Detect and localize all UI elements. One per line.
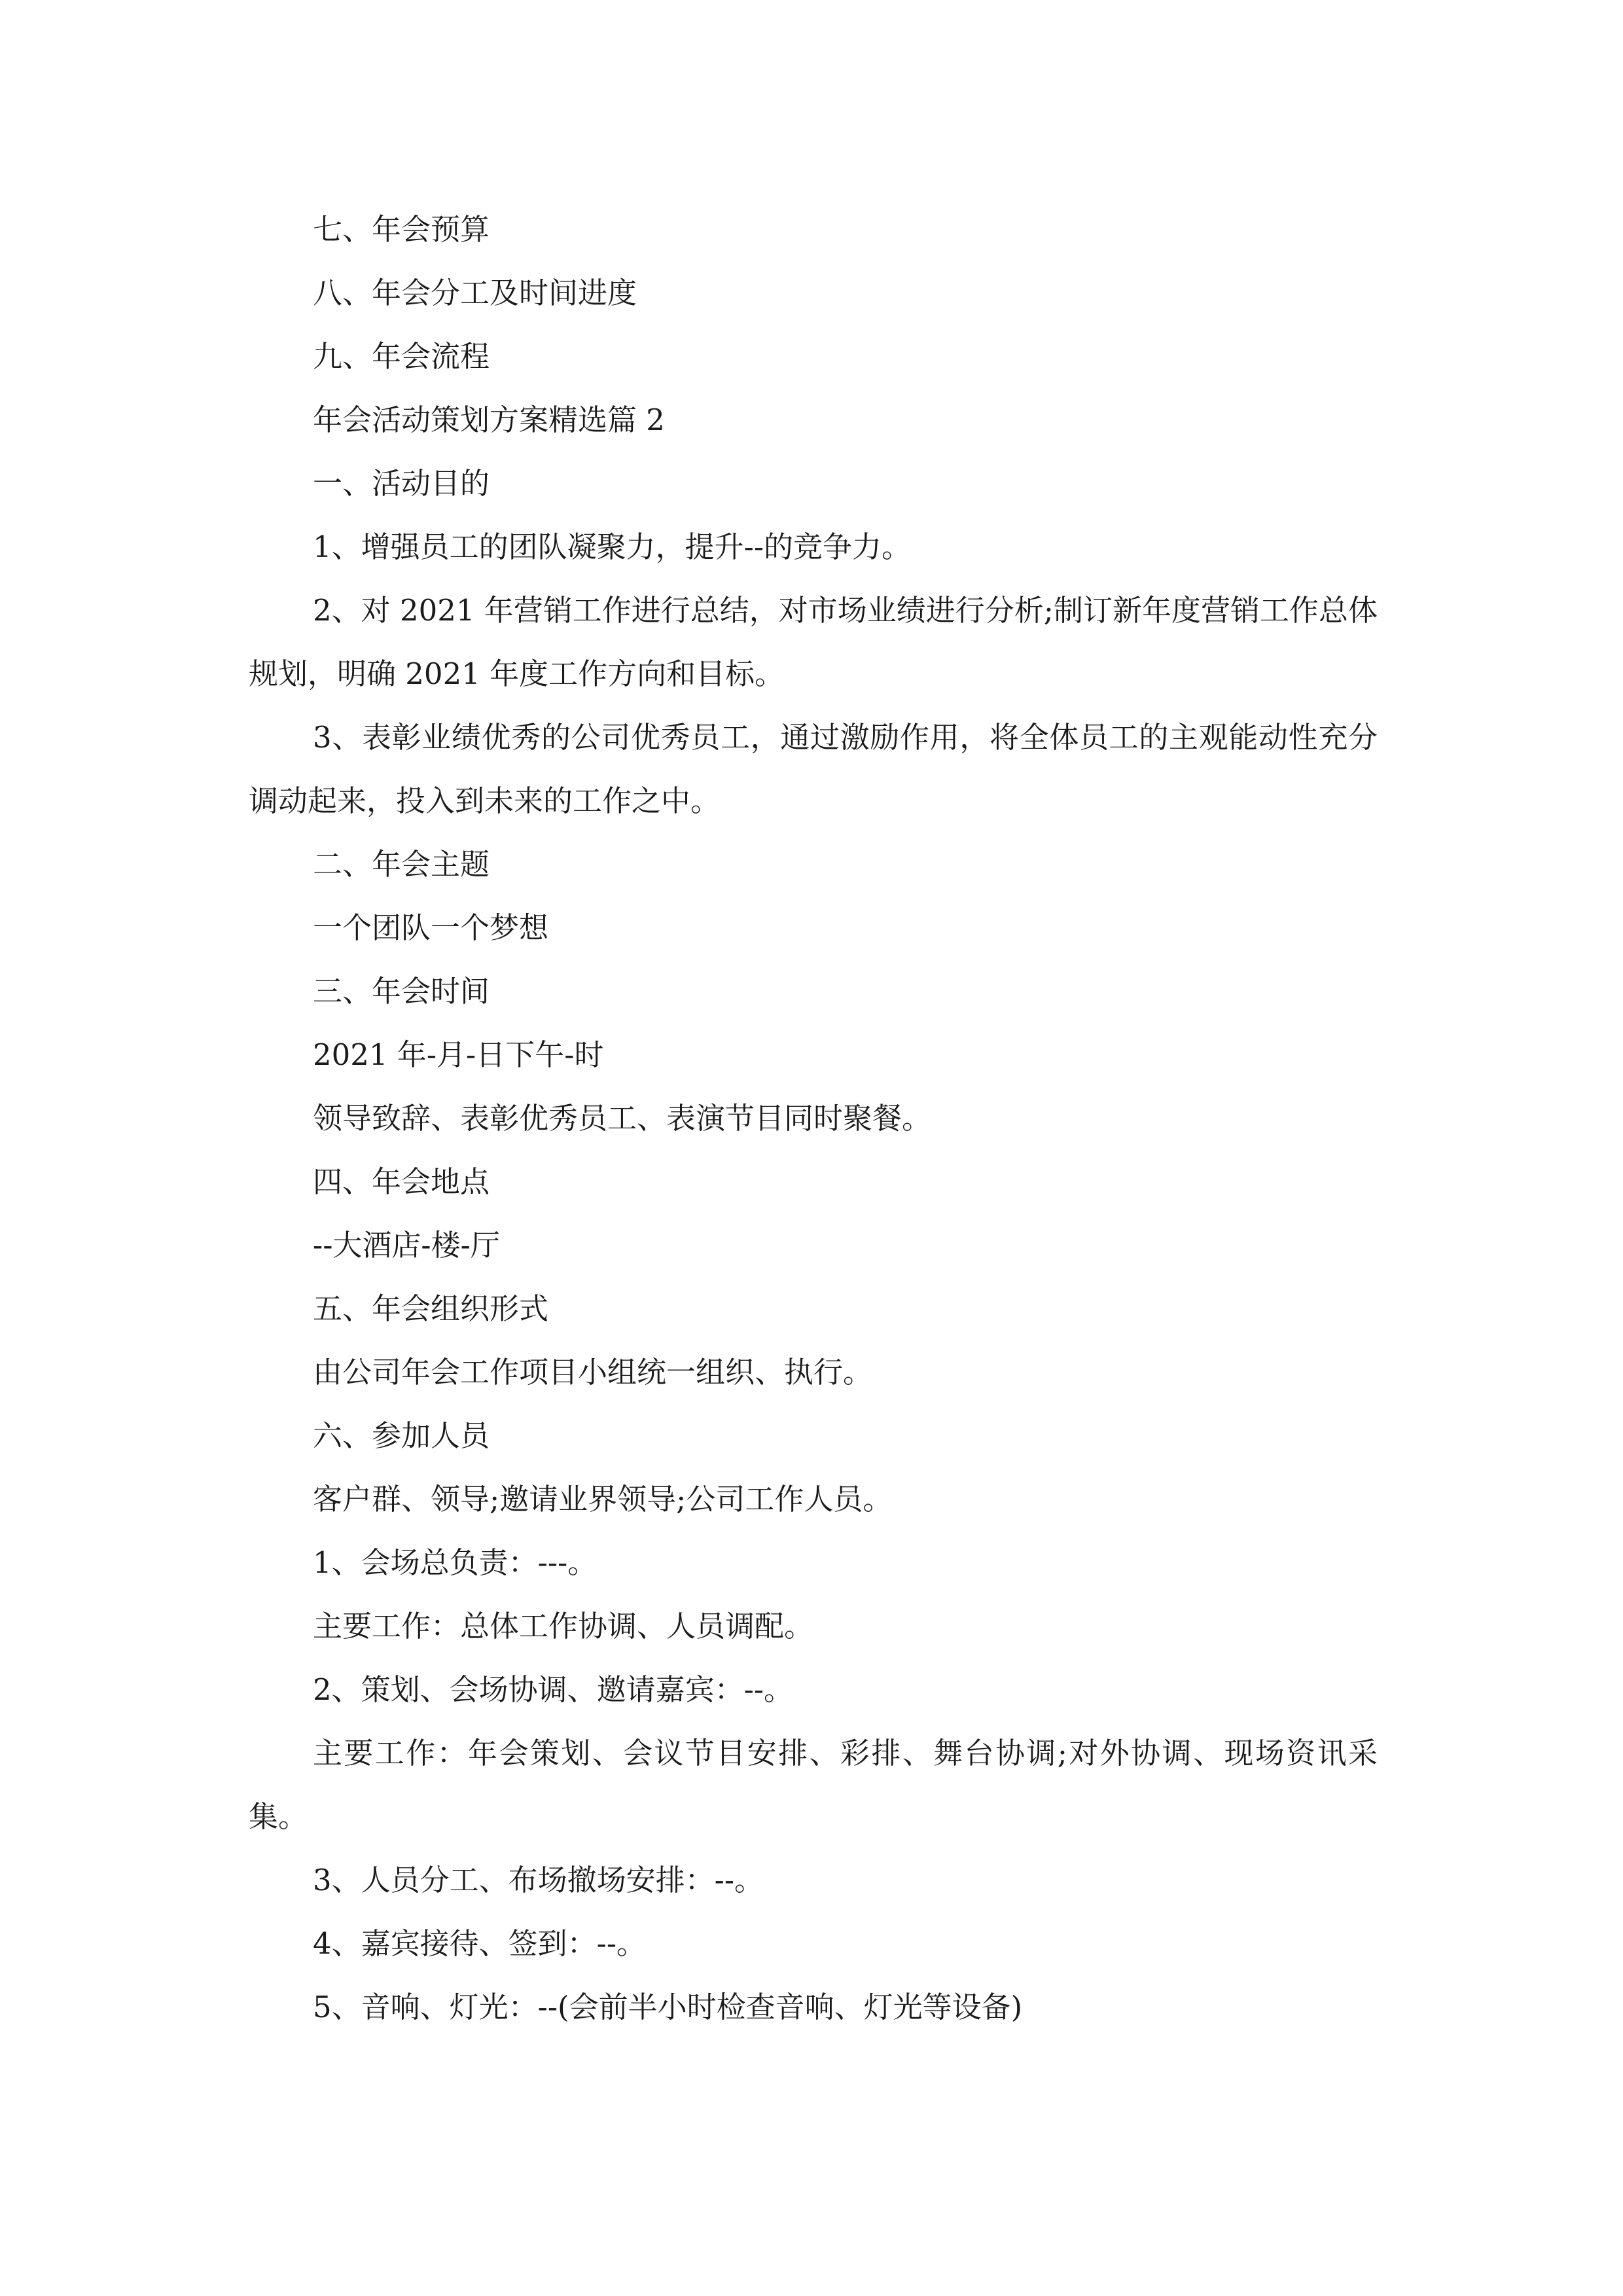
section-heading-process: 九、年会流程 bbox=[313, 339, 490, 374]
paragraph: 3、表彰业绩优秀的公司优秀员工，通过激励作用，将全体员工的主观能动性充分调动起来，投入到未来的工作之中。 bbox=[249, 720, 1378, 818]
paragraph: 领导致辞、表彰优秀员工、表演节目同时聚餐。 bbox=[313, 1101, 932, 1136]
section-heading-attendees: 六、参加人员 bbox=[313, 1418, 490, 1453]
section-heading-theme: 二、年会主题 bbox=[313, 847, 490, 882]
article-title: 年会活动策划方案精选篇 2 bbox=[313, 403, 665, 437]
section-heading-location: 四、年会地点 bbox=[313, 1164, 490, 1199]
list-item: 5、音响、灯光：--(会前半小时检查音响、灯光等设备) bbox=[313, 1990, 1023, 2024]
paragraph: 1、增强员工的团队凝聚力，提升--的竞争力。 bbox=[313, 529, 912, 564]
paragraph: 主要工作：年会策划、会议节目安排、彩排、舞台协调;对外协调、现场资讯采集。 bbox=[249, 1736, 1378, 1834]
paragraph: 2、对 2021 年营销工作进行总结，对市场业绩进行分析;制订新年度营销工作总体规划，明确 2021 年度工作方向和目标。 bbox=[249, 593, 1378, 691]
list-item: 2、策划、会场协调、邀请嘉宾：--。 bbox=[313, 1672, 794, 1707]
list-item: 3、人员分工、布场撤场安排：--。 bbox=[313, 1863, 764, 1897]
paragraph: 由公司年会工作项目小组统一组织、执行。 bbox=[313, 1355, 873, 1390]
section-heading-budget: 七、年会预算 bbox=[313, 212, 490, 247]
section-heading-format: 五、年会组织形式 bbox=[313, 1291, 549, 1326]
section-heading-purpose: 一、活动目的 bbox=[313, 466, 490, 501]
paragraph: 客户群、领导;邀请业界领导;公司工作人员。 bbox=[313, 1482, 893, 1516]
section-heading-division: 八、年会分工及时间进度 bbox=[313, 276, 637, 310]
section-heading-time: 三、年会时间 bbox=[313, 974, 490, 1009]
paragraph: --大酒店-楼-厅 bbox=[313, 1228, 500, 1263]
list-item: 4、嘉宾接待、签到：--。 bbox=[313, 1926, 647, 1961]
paragraph: 2021 年-月-日下午-时 bbox=[313, 1037, 604, 1072]
paragraph: 一个团队一个梦想 bbox=[313, 910, 549, 945]
list-item: 1、会场总负责：---。 bbox=[313, 1545, 597, 1580]
document-body bbox=[249, 198, 1378, 2039]
paragraph: 主要工作：总体工作协调、人员调配。 bbox=[313, 1609, 814, 1643]
